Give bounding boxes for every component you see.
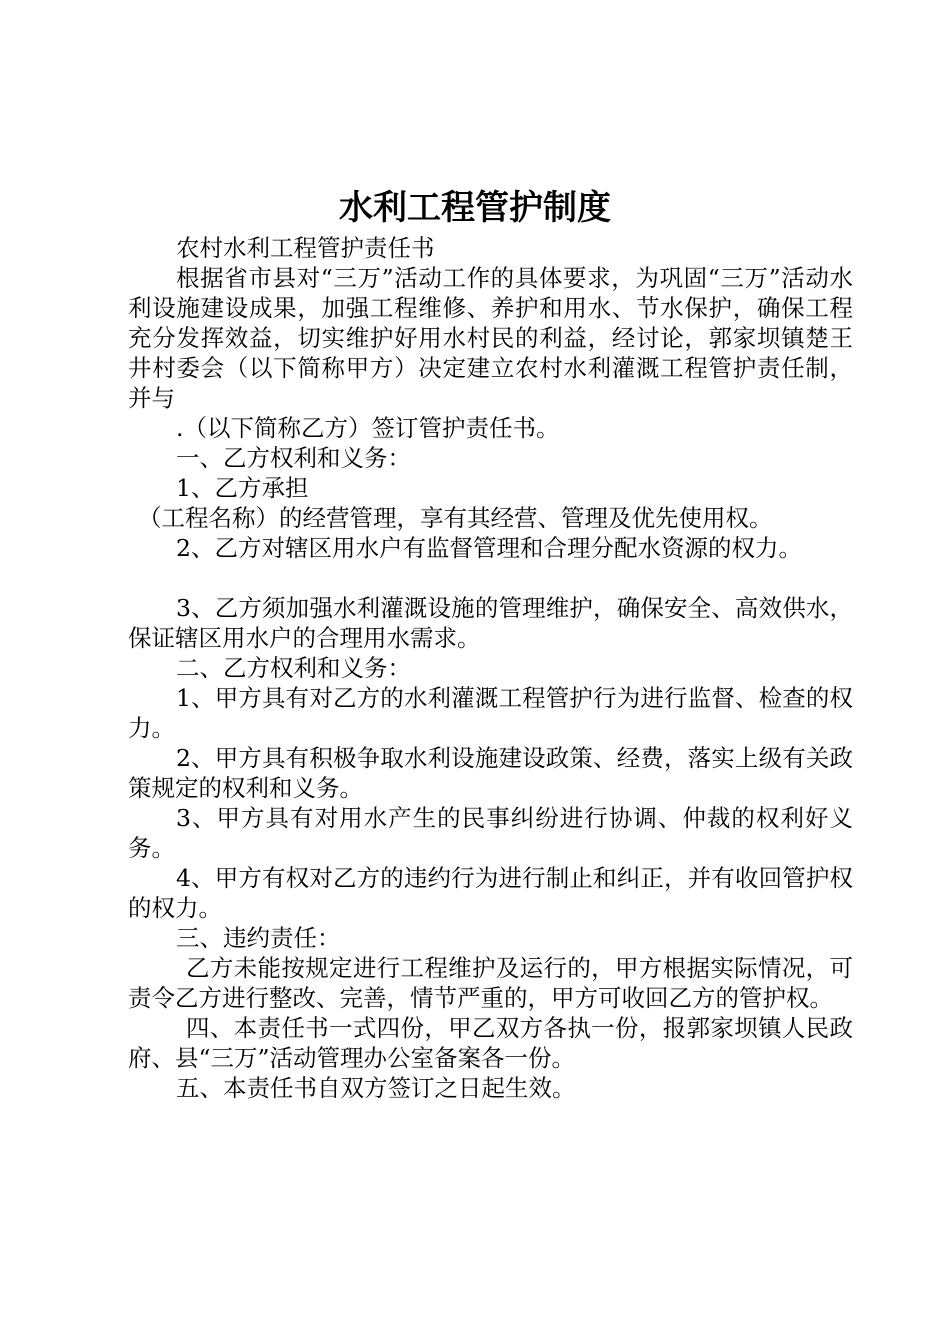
section-heading-party-b: 一、乙方权利和义务：: [176, 444, 411, 472]
effective-clause: 五、本责任书自双方签订之日起生效。: [176, 1074, 576, 1102]
document-title: 水利工程管护制度: [339, 188, 611, 228]
clause-a-4: 4、甲方有权对乙方的违约行为进行制止和纠正，并有收回管护权的权力。: [128, 864, 853, 922]
clause-b-3: 3、乙方须加强水利灌溉设施的管理维护，确保安全、高效供水，保证辖区用水户的合理用水需求。: [128, 594, 853, 652]
clause-b-2: 2、乙方对辖区用水户有监督管理和合理分配水资源的权力。: [176, 534, 802, 562]
copies-clause: 四、本责任书一式四份，甲乙双方各执一份，报郭家坝镇人民政府、县“三万”活动管理办公室备案各一份。: [128, 1014, 853, 1072]
clause-a-1: 1、甲方具有对乙方的水利灌溉工程管护行为进行监督、检查的权力。: [128, 684, 853, 742]
section-heading-party-a: 二、乙方权利和义务：: [176, 654, 411, 682]
signing-paragraph: .（以下简称乙方）签订管护责任书。: [176, 414, 560, 442]
clause-a-3: 3、甲方具有对用水产生的民事纠纷进行协调、仲裁的权利好义务。: [128, 804, 853, 862]
clause-a-2: 2、甲方具有积极争取水利设施建设政策、经费，落实上级有关政策规定的权利和义务。: [128, 744, 853, 802]
breach-clause: 乙方未能按规定进行工程维护及运行的，甲方根据实际情况，可责令乙方进行整改、完善，情节严重的，甲方可收回乙方的管护权。: [128, 954, 853, 1012]
document-body: [128, 233, 853, 1103]
subtitle-paragraph: 农村水利工程管护责任书: [176, 234, 435, 262]
section-heading-breach: 三、违约责任：: [176, 924, 341, 952]
clause-b-1-start: 1、乙方承担: [176, 474, 309, 502]
intro-paragraph: 根据省市县对“三万”活动工作的具体要求，为巩固“三万”活动水利设施建设成果，加强工程维修、养护和用水、节水保护，确保工程充分发挥效益，切实维护好用水村民的利益，经讨论，郭家坝镇楚王井村委会（以下简称甲方）决定建立农村水利灌溉工程管护责任制，并与: [128, 264, 853, 412]
clause-b-1-body: （工程名称）的经营管理，享有其经营、管理及优先使用权。: [138, 504, 773, 532]
